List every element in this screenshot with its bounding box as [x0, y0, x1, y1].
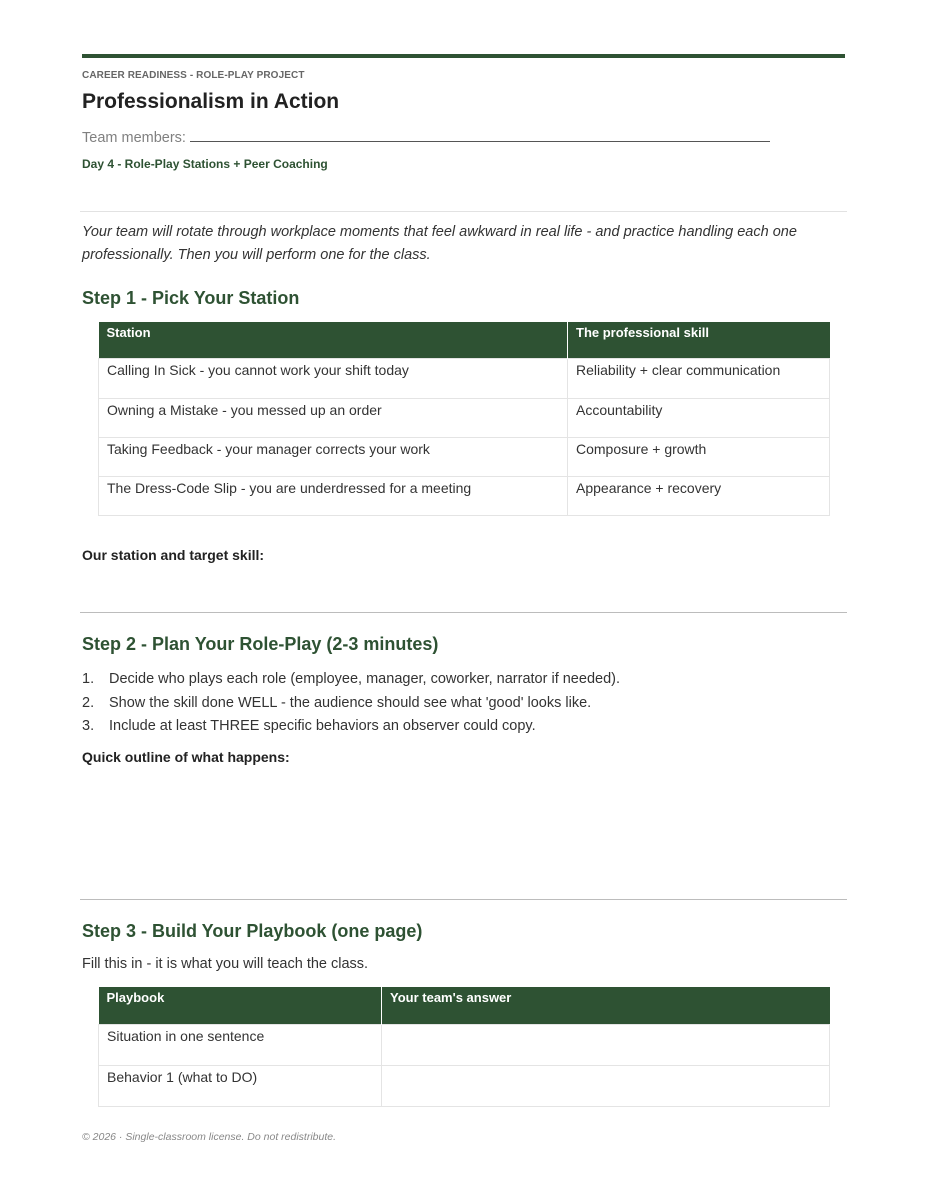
- header-accent-bar: [82, 54, 845, 58]
- station-table: [98, 322, 830, 516]
- step3-heading: Step 3 - Build Your Playbook (one page): [82, 921, 423, 941]
- step1-answer-line: [80, 612, 847, 613]
- step2-answer-line: [80, 899, 847, 900]
- list-text: Include at least THREE specific behaviors an observer could copy.: [109, 718, 536, 734]
- skill-cell: Accountability: [568, 399, 830, 438]
- list-number: 2.: [82, 694, 95, 711]
- column-header-answer: Your team's answer: [382, 987, 830, 1025]
- list-text: Decide who plays each role (employee, manager, coworker, narrator if needed).: [109, 671, 620, 687]
- playbook-table-header: [99, 987, 830, 1025]
- station-cell: Owning a Mistake - you messed up an order: [99, 399, 568, 438]
- station-cell: Taking Feedback - your manager corrects your work: [99, 438, 568, 477]
- team-members-field[interactable]: [82, 127, 770, 146]
- table-row: [99, 438, 830, 477]
- outline-prompt: Quick outline of what happens:: [82, 749, 290, 765]
- playbook-table: [98, 987, 830, 1107]
- station-skill-prompt: Our station and target skill:: [82, 547, 265, 563]
- step2-heading: Step 2 - Plan Your Role-Play (2-3 minutes): [82, 634, 439, 654]
- playbook-label-cell: Behavior 1 (what to DO): [99, 1066, 382, 1107]
- skill-cell: Appearance + recovery: [568, 477, 830, 516]
- station-table-header: [99, 322, 830, 359]
- page-title: Professionalism in Action: [82, 90, 340, 113]
- day-subtitle: Day 4 - Role-Play Stations + Peer Coaching: [82, 157, 328, 171]
- list-number: 3.: [82, 718, 95, 734]
- playbook-label-cell: Situation in one sentence: [99, 1025, 382, 1066]
- step1-heading: Step 1 - Pick Your Station: [82, 288, 300, 308]
- skill-cell: Reliability + clear communication: [568, 359, 830, 399]
- step3-intro: Fill this in - it is what you will teach the class.: [82, 956, 369, 972]
- list-item: [82, 668, 620, 692]
- intro-text: Your team will rotate through workplace moments that feel awkward in real life - and practice handling each one professionally. Then you will perform one for the class.: [82, 224, 797, 263]
- plan-steps-list: [82, 668, 620, 739]
- eyebrow-label: CAREER READINESS - ROLE-PLAY PROJECT: [82, 70, 305, 81]
- table-row: [99, 1066, 830, 1107]
- column-header-station: Station: [99, 322, 568, 359]
- table-row: [99, 477, 830, 516]
- column-header-playbook: Playbook: [99, 987, 382, 1025]
- list-number: 1.: [82, 671, 95, 687]
- answer-cell[interactable]: [382, 1025, 830, 1066]
- column-header-skill: The professional skill: [568, 322, 830, 359]
- list-item: [82, 692, 620, 716]
- intro-divider: [80, 211, 847, 212]
- table-row: [99, 399, 830, 438]
- team-members-label: Team members:: [82, 130, 186, 146]
- list-text: Show the skill done WELL - the audience should see what 'good' looks like.: [109, 694, 592, 711]
- table-row: [99, 1025, 830, 1066]
- station-cell: Calling In Sick - you cannot work your shift today: [99, 359, 568, 399]
- answer-cell[interactable]: [382, 1066, 830, 1107]
- table-row: [99, 359, 830, 399]
- license-footer: © 2026 · Single-classroom license. Do not redistribute.: [82, 1131, 337, 1143]
- station-cell: The Dress-Code Slip - you are underdressed for a meeting: [99, 477, 568, 516]
- list-item: [82, 715, 620, 739]
- team-members-blank[interactable]: [190, 127, 770, 142]
- skill-cell: Composure + growth: [568, 438, 830, 477]
